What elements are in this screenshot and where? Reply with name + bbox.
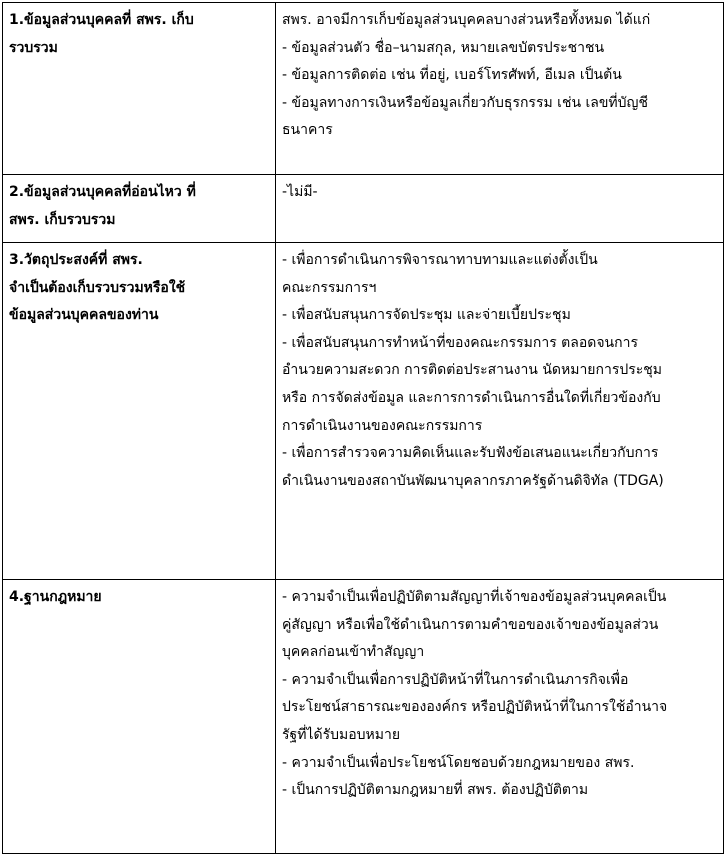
detail-cell (276, 175, 724, 243)
detail-line: - ความจำเป็นเพื่อปฏิบัติตามสัญญาที่เจ้าของข้อมูลส่วนบุคคลเป็น (282, 589, 667, 605)
detail-line: - เพื่อการสำรวจความคิดเห็นและรับฟังข้อเสนอแนะเกี่ยวกับการ (282, 445, 659, 462)
table-row (3, 243, 724, 580)
topic-line: รวบรวม (9, 39, 58, 56)
detail-line: ธนาคาร (282, 122, 333, 139)
privacy-notice-table (2, 2, 724, 854)
topic-line: ข้อมูลส่วนบุคคลของท่าน (9, 307, 159, 324)
topic-cell (3, 175, 276, 243)
detail-line: - ข้อมูลส่วนตัว ชื่อ–นามสกุล, หมายเลขบัตรประชาชน (282, 39, 605, 56)
table-row (3, 3, 724, 175)
detail-line: - ความจำเป็นเพื่อประโยชน์โดยชอบด้วยกฎหมายของ สพร. (282, 754, 635, 771)
detail-line: - เป็นการปฏิบัติตามกฎหมายที่ สพร. ต้องปฏิบัติตาม (282, 782, 589, 799)
detail-cell (276, 580, 724, 854)
topic-line: 3.วัตถุประสงค์ที่ สพร. (9, 252, 143, 268)
topic-cell (3, 580, 276, 854)
detail-cell (276, 243, 724, 580)
topic-cell (3, 3, 276, 175)
detail-line: - ความจำเป็นเพื่อการปฏิบัติหน้าที่ในการดำเนินภารกิจเพื่อ (282, 671, 629, 688)
detail-line: การดำเนินงานของคณะกรรมการ (282, 417, 483, 434)
topic-cell (3, 243, 276, 580)
detail-line: - ข้อมูลทางการเงินหรือข้อมูลเกี่ยวกับธุรกรรม เช่น เลขที่บัญชี (282, 94, 648, 111)
detail-line: บุคคลก่อนเข้าทำสัญญา (282, 644, 425, 661)
detail-line: ประโยชน์สาธารณะขององค์กร หรือปฏิบัติหน้าที่ในการใช้อำนาจ (282, 699, 668, 716)
detail-line: รัฐที่ได้รับมอบหมาย (282, 726, 401, 743)
detail-line: -ไม่มี- (282, 184, 318, 200)
detail-line: - ข้อมูลการติดต่อ เช่น ที่อยู่, เบอร์โทรศัพท์, อีเมล เป็นต้น (282, 67, 622, 84)
detail-line: - เพื่อการดำเนินการพิจารณาทาบทามและแต่งตั้งเป็น (282, 252, 598, 268)
table-row (3, 580, 724, 854)
topic-line: 4.ฐานกฎหมาย (9, 589, 102, 605)
detail-cell (276, 3, 724, 175)
topic-line: สพร. เก็บรวบรวม (9, 211, 116, 228)
detail-line: คณะกรรมการฯ (282, 279, 377, 296)
detail-line: สพร. อาจมีการเก็บข้อมูลส่วนบุคคลบางส่วนหรือทั้งหมด ได้แก่ (282, 12, 651, 28)
detail-line: อำนวยความสะดวก การติดต่อประสานงาน นัดหมายการประชุม (282, 362, 663, 379)
topic-line: 2.ข้อมูลส่วนบุคคลที่อ่อนไหว ที่ (9, 184, 196, 200)
detail-line: หรือ การจัดส่งข้อมูล และการการดำเนินการอื่นใดที่เกี่ยวข้องกับ (282, 389, 661, 406)
topic-line: จำเป็นต้องเก็บรวบรวมหรือใช้ (9, 279, 186, 296)
detail-line: คู่สัญญา หรือเพื่อใช้ดำเนินการตามคำขอของเจ้าของข้อมูลส่วน (282, 616, 659, 633)
detail-line: - เพื่อสนับสนุนการจัดประชุม และจ่ายเบี้ยประชุม (282, 307, 571, 324)
detail-line: ดำเนินงานของสถาบันพัฒนาบุคลากรภาครัฐด้านดิจิทัล (TDGA) (282, 472, 664, 489)
detail-line: - เพื่อสนับสนุนการทำหน้าที่ของคณะกรรมการ ตลอดจนการ (282, 334, 638, 351)
topic-line: 1.ข้อมูลส่วนบุคคลที่ สพร. เก็บ (9, 12, 194, 28)
table-row (3, 175, 724, 243)
